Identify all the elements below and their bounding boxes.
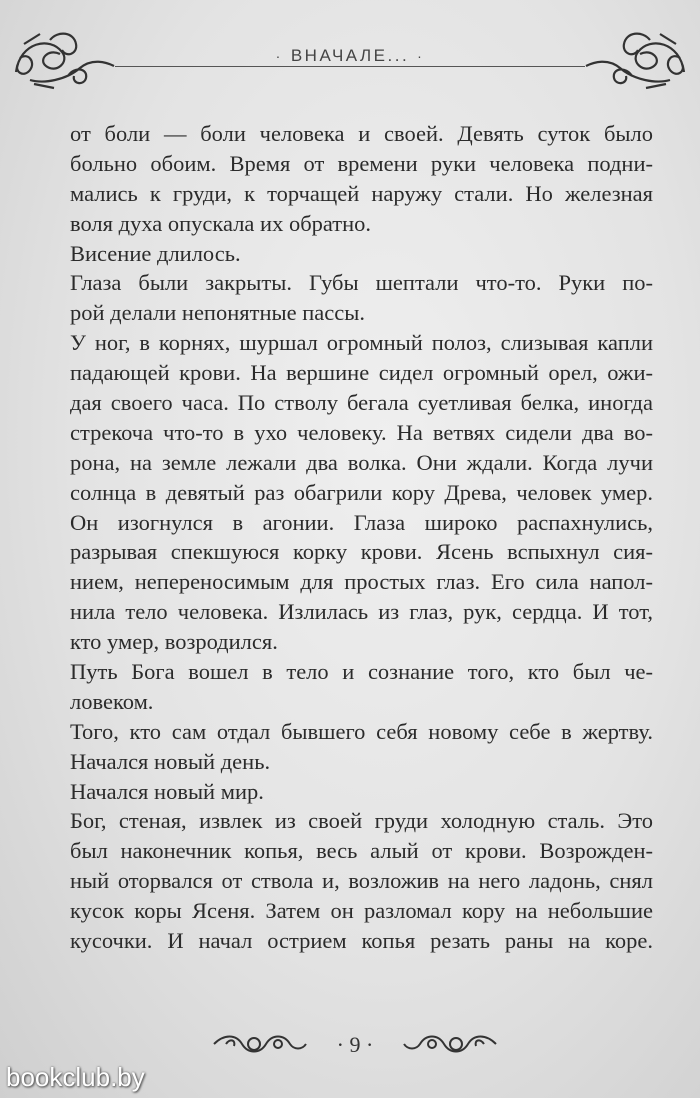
text-line: Начался новый мир. (70, 778, 264, 804)
text-line: стрекоча что-то в ухо человеку. На ветвях сидели два во- (70, 419, 653, 445)
body-text (70, 119, 653, 956)
text-line: больно обоим. Время от времени руки человека подни- (70, 150, 653, 176)
text-line: Начался новый день. (70, 748, 271, 774)
text-line: Бог, стеная, извлек из своей груди холодную сталь. Это (70, 808, 653, 834)
text-line: солнца в девятый раз обагрили кору Древа, человек умер. (70, 479, 653, 505)
text-line: Глаза были закрыты. Губы шептали что-то. Руки по- (70, 270, 653, 296)
text-line: ловеком. (70, 688, 154, 714)
text-line: кусочки. И начал острием копья резать раны на коре. (70, 928, 653, 954)
bullet-left-icon: · (275, 48, 283, 64)
bullet-right-icon: · (417, 48, 425, 64)
text-line: ный оторвался от ствола и, возложив на него ладонь, снял (70, 868, 653, 894)
text-line: рой делали непонятные пассы. (70, 300, 365, 326)
text-line: Он изогнулся в агонии. Глаза широко распахнулись, (70, 509, 653, 535)
text-line: кусок коры Ясеня. Затем он разломал кору на небольшие (70, 898, 653, 924)
text-line: У ног, в корнях, шуршал огромный полоз, слизывая капли (70, 330, 653, 356)
header-rule (115, 66, 585, 67)
text-line: нила тело человека. Излилась из глаз, рук, сердца. И тот, (70, 599, 653, 625)
running-head-text: ВНАЧАЛЕ... (290, 46, 410, 65)
knot-ornament-right-icon (580, 22, 690, 92)
text-line: кто умер, возродился. (70, 629, 278, 655)
text-line: Висение длилось. (70, 240, 241, 266)
footer-ornament-right-icon (402, 1032, 498, 1056)
text-line: разрывая спекшуюся корку крови. Ясень вспыхнул сия- (70, 539, 653, 565)
page-footer (0, 1032, 700, 1062)
text-line: рона, на земле лежали два волка. Они ждали. Когда лучи (70, 449, 653, 475)
footer-ornament-left-icon (212, 1032, 308, 1056)
text-line: от боли — боли человека и своей. Девять суток было (70, 121, 653, 146)
text-line: Путь Бога вошел в тело и сознание того, кто был че- (70, 659, 653, 685)
watermark: bookclub.by (6, 1062, 145, 1092)
text-line: дая своего часа. По стволу бегала суетливая белка, иногда (70, 390, 653, 416)
text-line: мались к груди, к торчащей наружу стали. Но железная (70, 180, 653, 206)
text-line: падающей крови. На вершине сидел огромный орел, ожи- (70, 360, 653, 386)
text-line: воля духа опускала их обратно. (70, 210, 372, 236)
folio-number: 9 (349, 1032, 361, 1057)
text-line: Того, кто сам отдал бывшего себя новому себе в жертву. (70, 718, 653, 744)
page-number (320, 1032, 390, 1058)
text-line: был наконечник копья, весь алый от крови. Возрожден- (70, 838, 653, 864)
page-header (10, 22, 690, 102)
folio-dot-left-icon: · (336, 1032, 344, 1057)
text-line: нием, непереносимым для простых глаз. Его сила напол- (70, 569, 653, 595)
folio-dot-right-icon: · (366, 1032, 374, 1057)
